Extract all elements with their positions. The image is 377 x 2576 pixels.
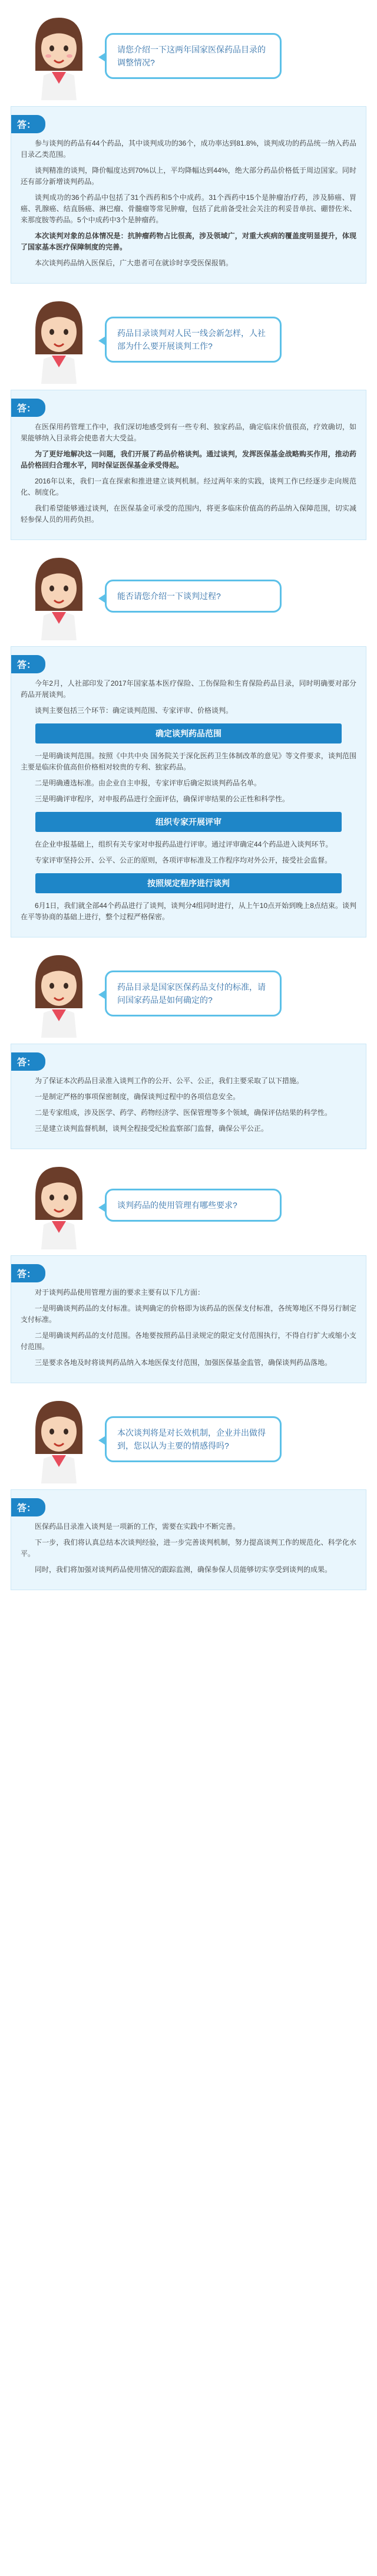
woman-avatar-icon bbox=[24, 12, 94, 100]
question-text-4: 药品目录是国家医保药品支付的标准，请问国家药品是如何确定的? bbox=[117, 982, 266, 1005]
question-bubble-1 bbox=[105, 33, 282, 79]
answer-label: 答： bbox=[11, 399, 45, 417]
woman-avatar-icon bbox=[24, 949, 94, 1038]
question-bubble-6 bbox=[105, 1416, 282, 1462]
answer-5-paragraph-4: 三是要求各地及时将谈判药品纳入本地医保支付范围，加强医保基金监管，确保谈判药品落地。 bbox=[35, 1358, 332, 1367]
answer-5-paragraph-3: 二是明确谈判药品的支付范围。各地要按照药品目录规定的限定支付范围执行，不得自行扩大或缩小支付范围。 bbox=[21, 1331, 356, 1351]
woman-avatar-icon bbox=[24, 552, 94, 640]
answer-4-paragraph-1: 为了保证本次药品目录准入谈判工作的公开、公平、公正，我们主要采取了以下措施。 bbox=[35, 1077, 304, 1085]
question-bubble-4 bbox=[105, 970, 282, 1016]
woman-avatar-icon bbox=[24, 295, 94, 384]
answer-4-paragraph-2: 一是制定严格的事项保密制度，确保谈判过程中的各项信息安全。 bbox=[35, 1093, 240, 1101]
answer-2-paragraph-3: 2016年以来，我们一直在探索和推进建立谈判机制。经过两年来的实践，谈判工作已经逐步走向规范化、制度化。 bbox=[21, 477, 356, 496]
woman-avatar-icon bbox=[24, 1161, 94, 1249]
answer-5-paragraph-1: 对于谈判药品使用管理方面的要求主要有以下几方面： bbox=[35, 1288, 205, 1297]
question-row-6 bbox=[0, 1383, 377, 1489]
answer-box-3 bbox=[11, 646, 366, 937]
question-row-2 bbox=[0, 284, 377, 390]
answer-1-paragraph-5: 本次谈判药品纳入医保后，广大患者可在就诊时享受医保报销。 bbox=[35, 259, 233, 267]
question-text-3: 能否请您介绍一下谈判过程? bbox=[117, 591, 221, 601]
answer-1-paragraph-1: 参与谈判的药品有44个药品，其中谈判成功的36个，成功率达到81.8%，谈判成功的药品统一纳入药品目录乙类范围。 bbox=[21, 139, 356, 159]
question-bubble-5 bbox=[105, 1189, 282, 1222]
question-row-5 bbox=[0, 1149, 377, 1255]
answer-label: 答： bbox=[11, 1052, 45, 1071]
answer-2-paragraph-4: 我们希望能够通过谈判，在医保基金可承受的范围内，将更多临床价值高的药品纳入保障范围，切实减轻参保人员的用药负担。 bbox=[21, 504, 356, 524]
question-text-1: 请您介绍一下这两年国家医保药品目录的调整情况? bbox=[117, 45, 266, 67]
question-bubble-3 bbox=[105, 580, 282, 613]
question-row-1 bbox=[0, 0, 377, 106]
answer-6-paragraph-3: 同时，我们将加强对谈判药品使用情况的跟踪监测，确保参保人员能够切实享受到谈判的成果。 bbox=[35, 1565, 332, 1574]
question-text-6: 本次谈判将是对长效机制，企业并出做得到，您以认为主要的情感得吗? bbox=[117, 1428, 266, 1450]
answer-label: 答： bbox=[11, 115, 45, 133]
woman-avatar-icon bbox=[24, 1395, 94, 1483]
section-2-paragraph-2: 专家评审坚持公开、公平、公正的原则，各项评审标准及工作程序均对外公开，接受社会监督。 bbox=[35, 856, 332, 864]
question-row-4 bbox=[0, 937, 377, 1044]
answer-3-paragraph-2: 谈判主要包括三个环节：确定谈判范围、专家评审、价格谈判。 bbox=[35, 706, 233, 715]
section-banner-3: 按照规定程序进行谈判 bbox=[35, 873, 342, 893]
question-text-2: 药品目录谈判对人民一线会新怎样，人社部为什么要开展谈判工作? bbox=[117, 328, 266, 351]
section-banner-2: 组织专家开展评审 bbox=[35, 812, 342, 832]
answer-box-5 bbox=[11, 1255, 366, 1383]
answer-6-paragraph-1: 医保药品目录准入谈判是一项新的工作，需要在实践中不断完善。 bbox=[35, 1522, 240, 1531]
answer-2-paragraph-1: 在医保用药管理工作中，我们深切地感受到有一些专利、独家药品，确定临床价值很高，疗效确切，如果能够纳入目录将会使患者大大受益。 bbox=[21, 423, 356, 442]
answer-4-paragraph-3: 二是专家组成，涉及医学、药学、药物经济学、医保管理等多个领域，确保评估结果的科学性。 bbox=[35, 1108, 332, 1117]
question-row-3 bbox=[0, 540, 377, 646]
answer-1-paragraph-4: 本次谈判对象的总体情况是：抗肿瘤药物占比很高，涉及领域广，对重大疾病的覆盖度明显提升，体现了国家基本医疗保障制度的完善。 bbox=[21, 232, 356, 251]
answer-2-paragraph-2: 为了更好地解决这一问题，我们开展了药品价格谈判。通过谈判，发挥医保基金战略购买作用，推动药品价格回归合理水平，同时保证医保基金承受得起。 bbox=[21, 450, 356, 469]
answer-box-4 bbox=[11, 1044, 366, 1149]
question-bubble-2 bbox=[105, 317, 282, 363]
answer-3-paragraph-1: 今年2月，人社部印发了2017年国家基本医疗保险、工伤保险和生育保险药品目录，同时明确要对部分药品开展谈判。 bbox=[21, 679, 356, 699]
answer-label: 答： bbox=[11, 1264, 45, 1282]
section-1-paragraph-3: 三是明确评审程序，对申报药品进行全面评估，确保评审结果的公正性和科学性。 bbox=[35, 795, 290, 803]
answer-box-2 bbox=[11, 390, 366, 540]
answer-1-paragraph-3: 谈判成功的36个药品中包括了31个西药和5个中成药。31个西药中15个是肿瘤治疗药，涉及肺癌、胃癌、乳腺癌、结直肠癌、淋巴瘤、骨髓瘤等常见肿瘤，包括了此前备受社会关注的利妥昔单抗、硼替佐米、来那度胺等药品。5个中成药中3个是肿瘤药。 bbox=[21, 193, 356, 224]
answer-box-6 bbox=[11, 1489, 366, 1590]
answer-5-paragraph-2: 一是明确谈判药品的支付标准。谈判确定的价格即为该药品的医保支付标准，各统筹地区不得另行制定支付标准。 bbox=[21, 1304, 356, 1324]
answer-label: 答： bbox=[11, 1498, 45, 1516]
answer-label: 答： bbox=[11, 655, 45, 673]
section-banner-1: 确定谈判药品范围 bbox=[35, 723, 342, 743]
answer-box-1 bbox=[11, 106, 366, 284]
section-2-paragraph-1: 在企业申报基础上，组织有关专家对申报药品进行评审。通过评审确定44个药品进入谈判环节。 bbox=[35, 840, 333, 848]
answer-6-paragraph-2: 下一步，我们将认真总结本次谈判经验，进一步完善谈判机制，努力提高谈判工作的规范化、科学化水平。 bbox=[21, 1538, 356, 1558]
answer-4-paragraph-4: 三是建立谈判监督机制，谈判全程接受纪检监察部门监督，确保公平公正。 bbox=[35, 1124, 269, 1133]
section-1-paragraph-2: 二是明确遴选标准。由企业自主申报，专家评审后确定拟谈判药品名单。 bbox=[35, 779, 262, 787]
answer-1-paragraph-2: 谈判精准的谈判，降价幅度达到70%以上，平均降幅达到44%，绝大部分药品价格低于周边国家。同时还有部分新增谈判药品。 bbox=[21, 166, 356, 186]
question-text-5: 谈判药品的使用管理有哪些要求? bbox=[117, 1200, 237, 1210]
section-3-paragraph-1: 6月1日，我们就全部44个药品进行了谈判，谈判分4组同时进行，从上午10点开始到晚上8点结束。谈判在平等协商的基础上进行，整个过程严格保密。 bbox=[21, 902, 356, 921]
section-1-paragraph-1: 一是明确谈判范围。按照《中共中央 国务院关于深化医药卫生体制改革的意见》等文件要求，谈判范围主要是临床价值高但价格相对较贵的专利、独家药品。 bbox=[21, 752, 356, 771]
